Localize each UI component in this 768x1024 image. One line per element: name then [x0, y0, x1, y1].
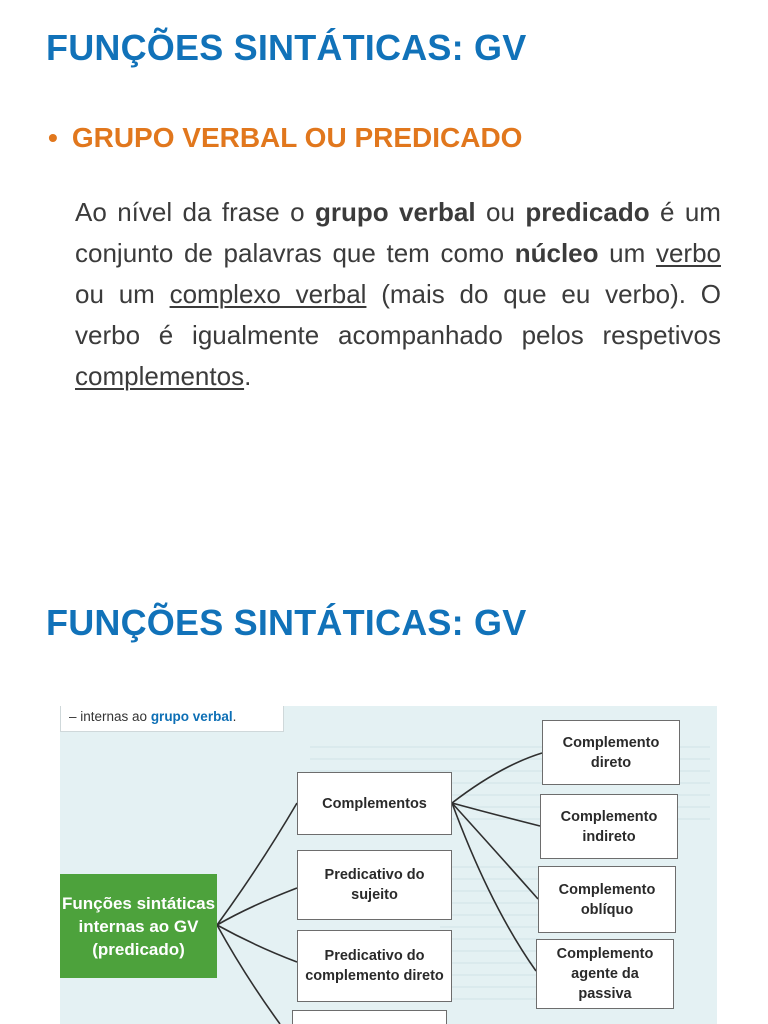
bullet-dot: • — [48, 122, 58, 153]
underlined-term: complexo verbal — [169, 279, 367, 309]
syntactic-functions-diagram — [60, 706, 717, 1024]
definition-paragraph — [75, 192, 721, 397]
text-run: ou um — [75, 279, 170, 309]
slide-title: FUNÇÕES SINTÁTICAS: GV — [46, 27, 527, 68]
root-node: Funções sintáticas internas ao GV (predicado) — [60, 874, 217, 978]
bold-term: grupo verbal — [314, 197, 476, 227]
note-text: . — [232, 709, 237, 724]
node-complementos: Complementos — [297, 772, 452, 835]
underlined-term: complementos — [75, 361, 245, 391]
text-run: . — [244, 361, 252, 391]
bullet-text: GRUPO VERBAL OU PREDICADO — [71, 122, 523, 153]
underlined-term: verbo — [655, 238, 721, 268]
text-run: (mais do que eu verbo). O verbo é igualmente acompanhado pelos respetivos — [75, 279, 721, 350]
note-text: – internas ao — [69, 709, 151, 724]
node-complemento-direto: Complemento direto — [542, 720, 680, 785]
node-complemento-agente-passiva: Complemento agente da passiva — [536, 939, 674, 1009]
text-run: Ao nível da frase o — [75, 197, 315, 227]
node-complemento-indireto: Complemento indireto — [540, 794, 678, 859]
note-highlight: grupo verbal — [150, 709, 233, 724]
node-partial — [292, 1010, 447, 1024]
bullet-heading — [48, 122, 522, 154]
text-run: ou — [475, 197, 526, 227]
slide-title-2: FUNÇÕES SINTÁTICAS: GV — [46, 602, 527, 643]
text-run: é um conjunto de palavras que tem como — [75, 197, 721, 268]
text-run: um — [598, 238, 656, 268]
bold-term: núcleo — [514, 238, 599, 268]
top-note — [60, 706, 284, 732]
node-predicativo-complemento-direto: Predicativo do complemento direto — [297, 930, 452, 1002]
bold-term: predicado — [525, 197, 650, 227]
node-predicativo-sujeito: Predicativo do sujeito — [297, 850, 452, 920]
node-complemento-obliquo: Complemento oblíquo — [538, 866, 676, 933]
